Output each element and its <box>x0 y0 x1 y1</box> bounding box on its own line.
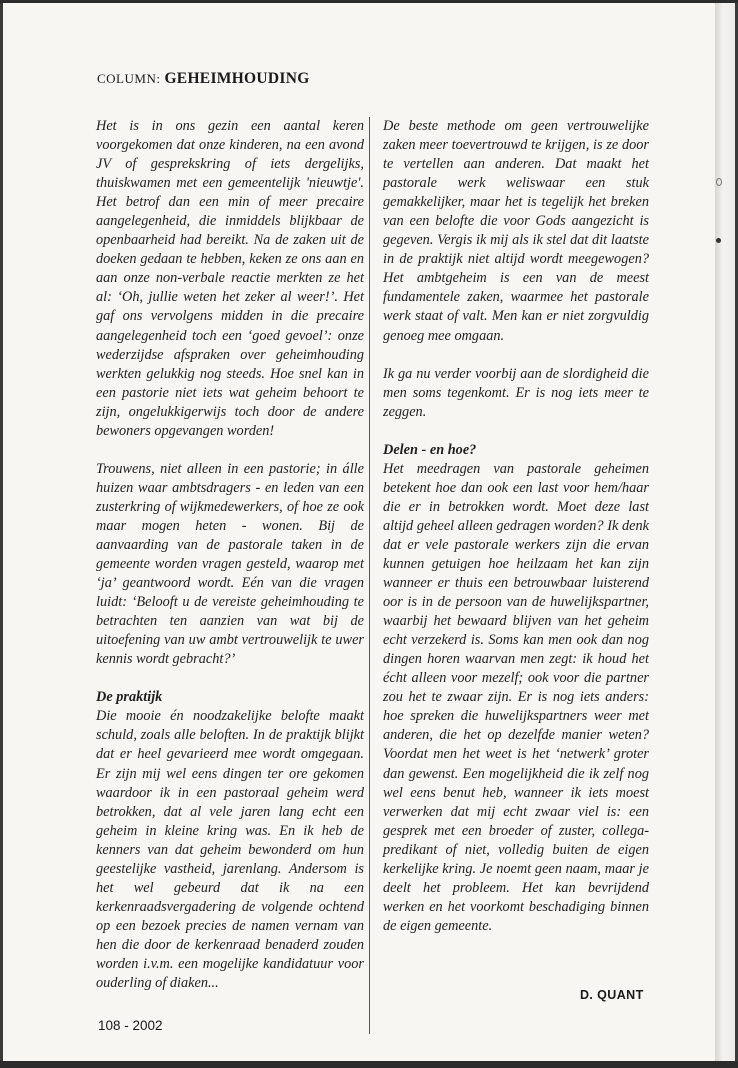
paragraph: Ik ga nu verder voorbij aan de slordigheid die men soms tegenkomt. Er is nog iets meer te zeggen. <box>383 365 649 420</box>
column-title: GEHEIMHOUDING <box>164 70 310 87</box>
paragraph: Het is in ons gezin een aantal keren voorgekomen dat onze kinderen, na een avond JV of gesprekskring of iets dergelijks, thuiskwamen met een gemeentelijk 'nieuwtje'. Het betrof dan een min of meer precaire aangelegenheid, die inmiddels blijkbaar de openbaarheid had bereikt. Na de zaken uit de doeken gedaan te hebben, keken ze ons aan en aan onze non-verbale reactie merkten ze het al: ‘Oh, jullie weten het zeker al weer!’. Het gaf ons vervolgens midden in die precaire aangelegenheid toch een ‘goed gevoel’: onze wederzijdse afspraken over geheimhouding werkten gelukkig nog steeds. Hoe snel kan in een pastorie niet iets wat geheim behoort te zijn, ongelukkigerwijs toch door de andere bewoners opgevangen worden! <box>96 118 364 439</box>
author-name: D. QUANT <box>580 988 644 1002</box>
paragraph: Die mooie én noodzakelijke belofte maakt schuld, zoals alle beloften. In de praktijk blijkt dat er heel gevarieerd mee wordt omgegaan. Er zijn mij wel eens dingen ter ore gekomen waardoor ik in een pastoraal geheim werd betrokken, dat al vele jaren lang echt een geheim in kleine kring was. En ik heb de kenners van dat geheim bewonderd om hun geestelijke vastheid, jarenlang. Andersom is het wel gebeurd dat ik na een kerkenraadsvergadering de volgende ochtend op een bezoek precies de namen vernam van hen die door de kerkenraad benaderd zouden worden i.v.m. een mogelijke kandidatuur voor ouderling of diaken... <box>96 708 364 992</box>
left-text-column <box>96 117 364 993</box>
section-heading: De praktijk <box>96 689 163 706</box>
scan-bottom-border <box>0 1061 738 1068</box>
punch-hole-mark <box>716 178 722 186</box>
page-binding-edge <box>715 3 735 1061</box>
dot-mark <box>716 238 721 243</box>
section-heading: Delen - en hoe? <box>383 441 477 458</box>
page-number: 108 - 2002 <box>98 1018 163 1033</box>
right-text-column <box>383 117 649 936</box>
column-header <box>97 70 310 88</box>
paragraph: Het meedragen van pastorale geheimen betekent hoe dan ook een last voor hem/haar die er in betrokken wordt. Moet deze last altijd geheel alleen gedragen worden? Ik denk dat er vele pastorale werkers zijn die ervan kunnen getuigen hoe heilzaam het kan zijn wanneer er thuis een betrouwbaar luisterend oor is in de persoon van de huwelijkspartner, waarbij het bewaard blijven van het geheim echt verzekerd is. Soms kan men ook dan nog dingen horen waarvan men zegt: ik houd het écht alleen voor mezelf; ook voor die partner zou het te zwaar zijn. Er is nog iets anders: hoe spreken die huwelijkspartners weer met anderen, die het op dezelfde manier weten? Voordat men het weet is het ‘netwerk’ groter dan gewenst. Een mogelijkheid die ik zelf nog wel eens benut heb, wanneer ik iets moest verwerken dat mij echt zwaar viel is: een gesprek met een broeder of zuster, collega-predikant of niet, volledig buiten de eigen kerkelijke kring. Je noemt geen naam, maar je deelt het probleem. Het kan bevrijdend werken en het voorkomt beschadiging binnen de eigen gemeente. <box>383 460 649 934</box>
column-label: COLUMN: <box>97 71 161 86</box>
paragraph: De beste methode om geen vertrouwelijke zaken meer toevertrouwd te krijgen, is ze door te vertellen aan anderen. Dat maakt het pastorale werk weliswaar een stuk gemakkelijker, maar het is tegelijk het breken van een belofte die voor Gods aangezicht is gegeven. Vergis ik mij als ik stel dat dit laatste in de praktijk niet altijd wordt meegewogen? Het ambtgeheim is een van de meest fundamentele zaken, waarmee het pastorale werk staat of valt. Men kan er niet zorgvuldig genoeg mee omgaan. <box>383 118 649 344</box>
column-divider <box>369 117 370 1034</box>
paragraph: Trouwens, niet alleen in een pastorie; in álle huizen waar ambtsdragers - en leden van een zusterkring of wijkmedewerkers, of hoe ze ook maar mogen heten - wonen. Bij de aanvaarding van de pastorale taken in de gemeente worden vragen gesteld, waarop met ‘ja’ geantwoord wordt. Eén van die vragen luidt: ‘Belooft u de vereiste geheimhouding te betrachten ten aanzien van wat bij de uitoefening van uw ambt vertrouwelijk te uwer kennis wordt gebracht?’ <box>96 460 364 668</box>
